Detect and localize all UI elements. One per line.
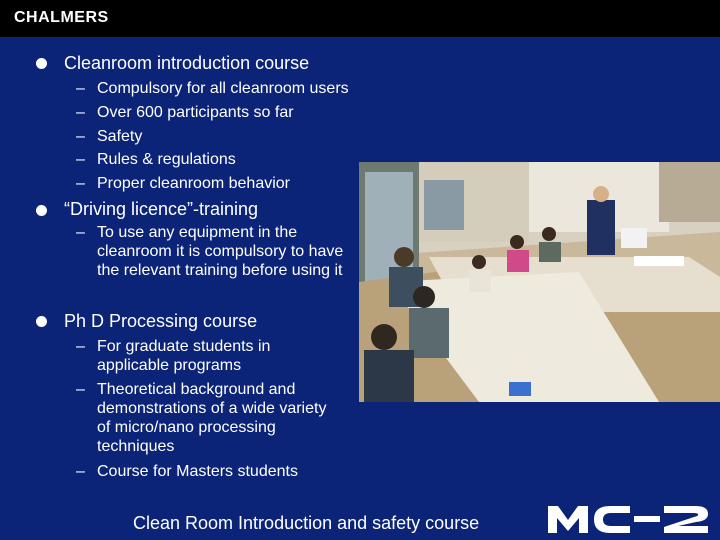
bullet-driving-licence: “Driving licence”-training <box>64 199 259 219</box>
chalmers-logo: CHALMERS <box>14 9 109 26</box>
sub-item: – Compulsory for all cleanroom users <box>76 80 349 97</box>
bullet-dot <box>36 316 47 327</box>
sub-item: – For graduate students in applicable programs <box>76 338 271 374</box>
bullet-cleanroom-course: Cleanroom introduction course <box>64 53 310 73</box>
sub-item: – Over 600 participants so far <box>76 104 294 121</box>
sub-item: – Proper cleanroom behavior <box>76 175 290 192</box>
bullet-phd-course: Ph D Processing course <box>64 311 258 331</box>
classroom-photo <box>359 162 720 402</box>
sub-item: – To use any equipment in the cleanroom it is compulsory to have the relevant training before using it <box>76 224 344 279</box>
slide-caption: Clean Room Introduction and safety course <box>133 513 480 533</box>
sub-item: – Theoretical background and demonstrations of a wide variety of micro/nano processing techniques <box>76 381 327 455</box>
mc2-logo <box>548 503 710 535</box>
bullet-dot <box>36 58 47 69</box>
sub-item: – Safety <box>76 128 143 145</box>
top-bar <box>0 0 720 37</box>
sub-item: – Course for Masters students <box>76 463 298 480</box>
sub-item: – Rules & regulations <box>76 151 236 168</box>
bullet-dot <box>36 205 47 216</box>
